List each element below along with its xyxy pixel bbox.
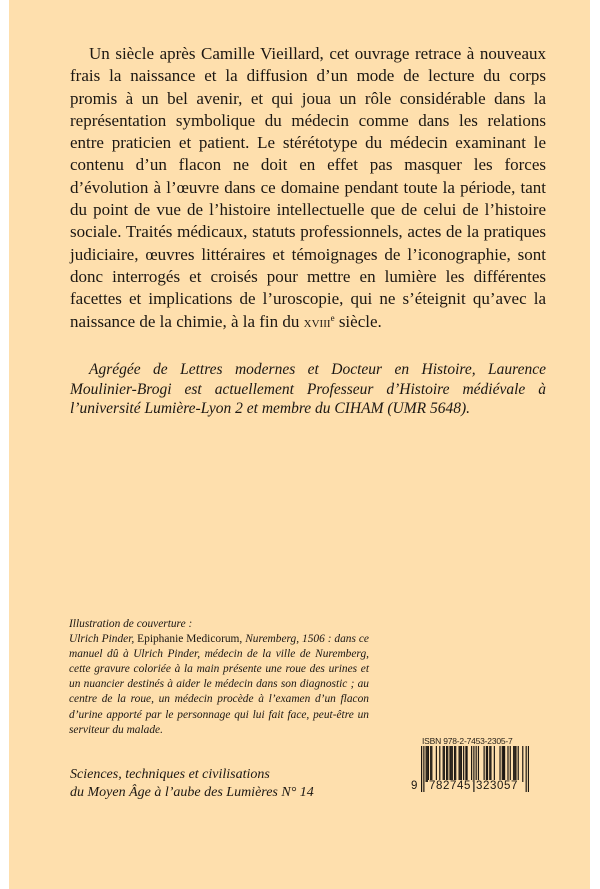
barcode-bar bbox=[461, 746, 462, 782]
barcode-bar bbox=[463, 746, 464, 782]
series-title bbox=[70, 766, 370, 802]
barcode-bar bbox=[478, 746, 479, 782]
barcode-bar bbox=[514, 746, 515, 782]
barcode-bar bbox=[507, 746, 508, 782]
barcode-bar bbox=[455, 746, 456, 782]
barcode-bar bbox=[446, 746, 447, 782]
barcode-bar bbox=[504, 746, 505, 782]
barcode-bar bbox=[499, 746, 500, 782]
back-cover-page bbox=[9, 0, 590, 889]
barcode-bar bbox=[466, 746, 467, 782]
series-line-1: Sciences, techniques et civilisations bbox=[70, 767, 270, 782]
barcode-bar bbox=[484, 746, 485, 782]
barcode-bar bbox=[447, 746, 448, 782]
barcode-bar bbox=[494, 746, 495, 782]
barcode-guard-bar bbox=[423, 746, 424, 792]
barcode-bar bbox=[460, 746, 461, 782]
century-numeral: xviii bbox=[303, 314, 331, 331]
barcode-bar bbox=[428, 746, 429, 782]
series-line-2: du Moyen Âge à l’aube des Lumières N° 14 bbox=[70, 785, 314, 800]
barcode-bar bbox=[427, 746, 428, 782]
barcode-bar bbox=[513, 746, 514, 782]
barcode-bar bbox=[486, 746, 487, 782]
ean-first-digit: 9 bbox=[411, 780, 418, 792]
barcode-bar bbox=[449, 746, 450, 782]
illustration-description bbox=[69, 632, 369, 738]
barcode-bar bbox=[515, 746, 516, 782]
barcode-bar bbox=[471, 746, 472, 782]
barcode-bar bbox=[502, 746, 503, 782]
barcode-bar bbox=[431, 746, 432, 782]
barcode-guard-bar bbox=[421, 746, 422, 792]
barcode-bar bbox=[451, 746, 452, 782]
barcode-bar bbox=[430, 746, 431, 782]
barcode-bar bbox=[518, 746, 519, 782]
century-superscript: e bbox=[330, 312, 335, 323]
author-bio bbox=[70, 360, 546, 419]
barcode-guard-bar bbox=[528, 746, 529, 792]
barcode-bar bbox=[459, 746, 460, 782]
barcode-bar bbox=[426, 746, 427, 782]
isbn-barcode bbox=[411, 736, 531, 794]
ean-right-group: 323057 bbox=[476, 780, 518, 792]
barcode-bar bbox=[454, 746, 455, 782]
barcode-bar bbox=[443, 746, 444, 782]
barcode-bar bbox=[465, 746, 466, 782]
illustration-work-title: Epiphanie Medicorum, bbox=[137, 633, 243, 646]
blurb-paragraph bbox=[70, 43, 546, 334]
author-bio-text: Agrégée de Lettres modernes et Docteur en Histoire, Laurence Moulinier-Brogi est actuellement Professeur d’Histoire médiévale à l’université Lumière-Lyon 2 et membre du CIHAM (UMR 5648). bbox=[70, 361, 546, 417]
illustration-credit bbox=[69, 617, 369, 738]
illustration-details: Nuremberg, 1506 : dans ce manuel dû à Ulrich Pinder, médecin de la ville de Nuremberg, cette gravure coloriée à la main présente une roue des urines et un nuancier destinés à aider le médecin dans son diagnostic ; au centre de la roue, un médecin procède à l’examen d’un flacon d’urine apporté par le personnage qui lui fait face, peut-être un serviteur du malade. bbox=[69, 633, 369, 736]
barcode-bar bbox=[522, 746, 523, 782]
blurb-text-end: siècle. bbox=[334, 311, 382, 331]
ean-left-group: 782745 bbox=[429, 780, 471, 792]
barcode-bar bbox=[510, 746, 511, 782]
barcode-bar bbox=[444, 746, 445, 782]
barcode-bar bbox=[436, 746, 437, 782]
barcode-bar bbox=[490, 746, 491, 782]
book-blurb bbox=[70, 43, 546, 334]
barcode-guard-bar bbox=[526, 746, 527, 792]
illustration-heading: Illustration de couverture : bbox=[69, 618, 193, 630]
barcode-bar bbox=[487, 746, 488, 782]
blurb-text: Un siècle après Camille Vieillard, cet ouvrage retrace à nouveaux frais la naissance et la diffusion d’un mode de lecture du corps promis à un bel avenir, et qui joua un rôle considérable dans la représentation symbolique du médecin comme dans les relations entre praticien et patient. Le stérétotype du médecin examinant le contenu d’un flacon ne doit en effet pas masquer les forces d’évolution à l’œuvre dans ce domaine pendant toute la période, tant du point de vue de l’histoire intellectuelle que de celui de l’histoire sociale. Traités médicaux, statuts professionnels, actes de la pratiques judiciaire, œuvres littéraires et témoignages de l’iconographie, sont donc interrogés et croisés pour mettre en lumière les différentes facettes et implications de l’uroscopie, qui ne s’éteignit qu’avec la naissance de la chimie, à la fin du bbox=[70, 44, 546, 331]
isbn-label: ISBN 978-2-7453-2305-7 bbox=[422, 736, 513, 746]
illustration-author: Ulrich Pinder, bbox=[69, 633, 135, 646]
barcode-bar bbox=[452, 746, 453, 782]
barcode-bar bbox=[503, 746, 504, 782]
barcode-bar bbox=[439, 746, 440, 782]
barcode-bar bbox=[489, 746, 490, 782]
